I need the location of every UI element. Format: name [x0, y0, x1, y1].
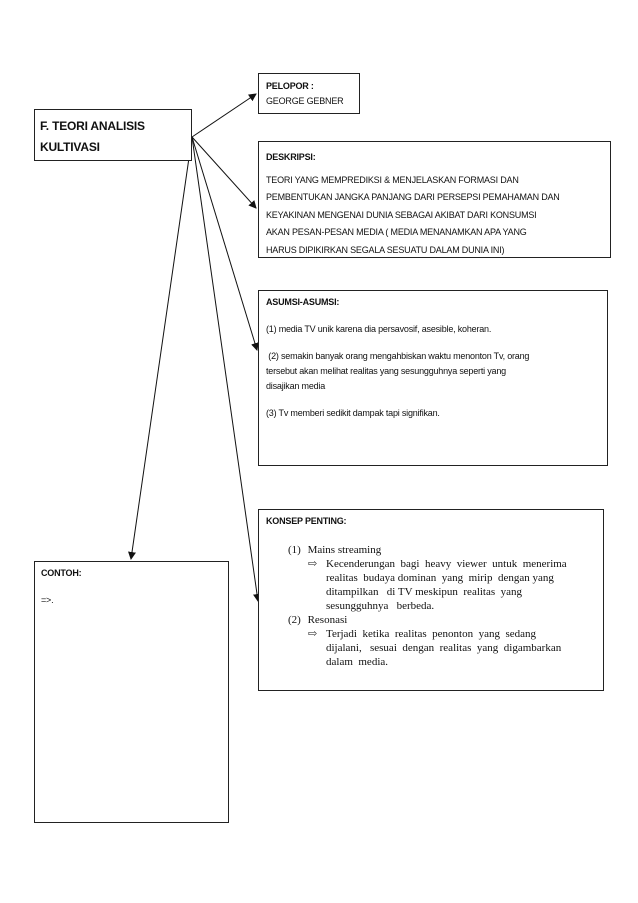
asumsi-item-1: (1) media TV unik karena dia persavosif, asesible, koheran. — [266, 324, 492, 334]
right-arrow-icon: ⇨ — [308, 558, 318, 570]
contoh-label: CONTOH: — [41, 568, 82, 578]
konsep-point-2-line: Terjadi ketika realitas penonton yang sedang — [326, 628, 536, 640]
pelopor-box — [258, 73, 360, 114]
asumsi-item-2-line: (2) semakin banyak orang mengahbiskan waktu menonton Tv, orang — [266, 351, 530, 361]
deskripsi-line: TEORI YANG MEMPREDIKSI & MENJELASKAN FORMASI DAN — [266, 174, 519, 185]
konsep-point-2-number: (2) — [288, 614, 301, 626]
arrow-to-asumsi — [192, 137, 257, 350]
asumsi-label: ASUMSI-ASUMSI: — [266, 297, 340, 307]
deskripsi-label: DESKRIPSI: — [266, 152, 316, 162]
konsep-box — [258, 509, 604, 691]
konsep-point-2 — [288, 613, 603, 669]
contoh-box — [34, 561, 229, 823]
konsep-label: KONSEP PENTING: — [266, 516, 347, 526]
asumsi-box — [258, 290, 608, 466]
main-title-line2: KULTIVASI — [40, 140, 100, 154]
deskripsi-line: KEYAKINAN MENGENAI DUNIA SEBAGAI AKIBAT DARI KONSUMSI — [266, 209, 537, 220]
main-title-line1: F. TEORI ANALISIS — [40, 119, 145, 133]
konsep-point-1-number: (1) — [288, 544, 301, 556]
konsep-point-1 — [288, 543, 603, 613]
konsep-point-2-line: dalam media. — [326, 656, 389, 668]
asumsi-item-2-line: tersebut akan melihat realitas yang sesungguhnya seperti yang — [266, 366, 506, 376]
right-arrow-icon: ⇨ — [308, 628, 318, 640]
pelopor-label: PELOPOR : — [266, 81, 314, 91]
main-topic-box — [34, 109, 192, 161]
deskripsi-line: PEMBENTUKAN JANGKA PANJANG DARI PERSEPSI PEMAHAMAN DAN — [266, 192, 560, 203]
arrow-to-pelopor — [192, 94, 256, 137]
pelopor-value: GEORGE GEBNER — [266, 96, 344, 106]
contoh-value: =>. — [41, 595, 54, 605]
asumsi-item-2-line: disajikan media — [266, 381, 326, 391]
konsep-point-2-line: dijalani, sesuai dengan realitas yang digambarkan — [326, 642, 562, 654]
konsep-point-1-line: Kecenderungan bagi heavy viewer untuk menerima — [326, 558, 567, 570]
deskripsi-box — [258, 141, 611, 258]
konsep-point-1-line: sesungguhnya berbeda. — [326, 600, 435, 612]
konsep-point-1-line: ditampilkan di TV meskipun realitas yang — [326, 586, 523, 598]
konsep-point-1-line: realitas budaya dominan yang mirip dengan yang — [326, 572, 554, 584]
arrow-to-deskripsi — [192, 137, 256, 208]
deskripsi-line: HARUS DIPIKIRKAN SEGALA SESUATU DALAM DUNIA INI) — [266, 244, 505, 255]
asumsi-item-3: (3) Tv memberi sedikit dampak tapi signifikan. — [266, 408, 440, 418]
konsep-point-1-title: Mains streaming — [307, 544, 382, 556]
konsep-point-2-title: Resonasi — [307, 614, 348, 626]
arrow-to-contoh — [131, 137, 192, 559]
deskripsi-line: AKAN PESAN-PESAN MEDIA ( MEDIA MENANAMKAN APA YANG — [266, 227, 527, 238]
arrow-to-konsep — [192, 137, 258, 601]
